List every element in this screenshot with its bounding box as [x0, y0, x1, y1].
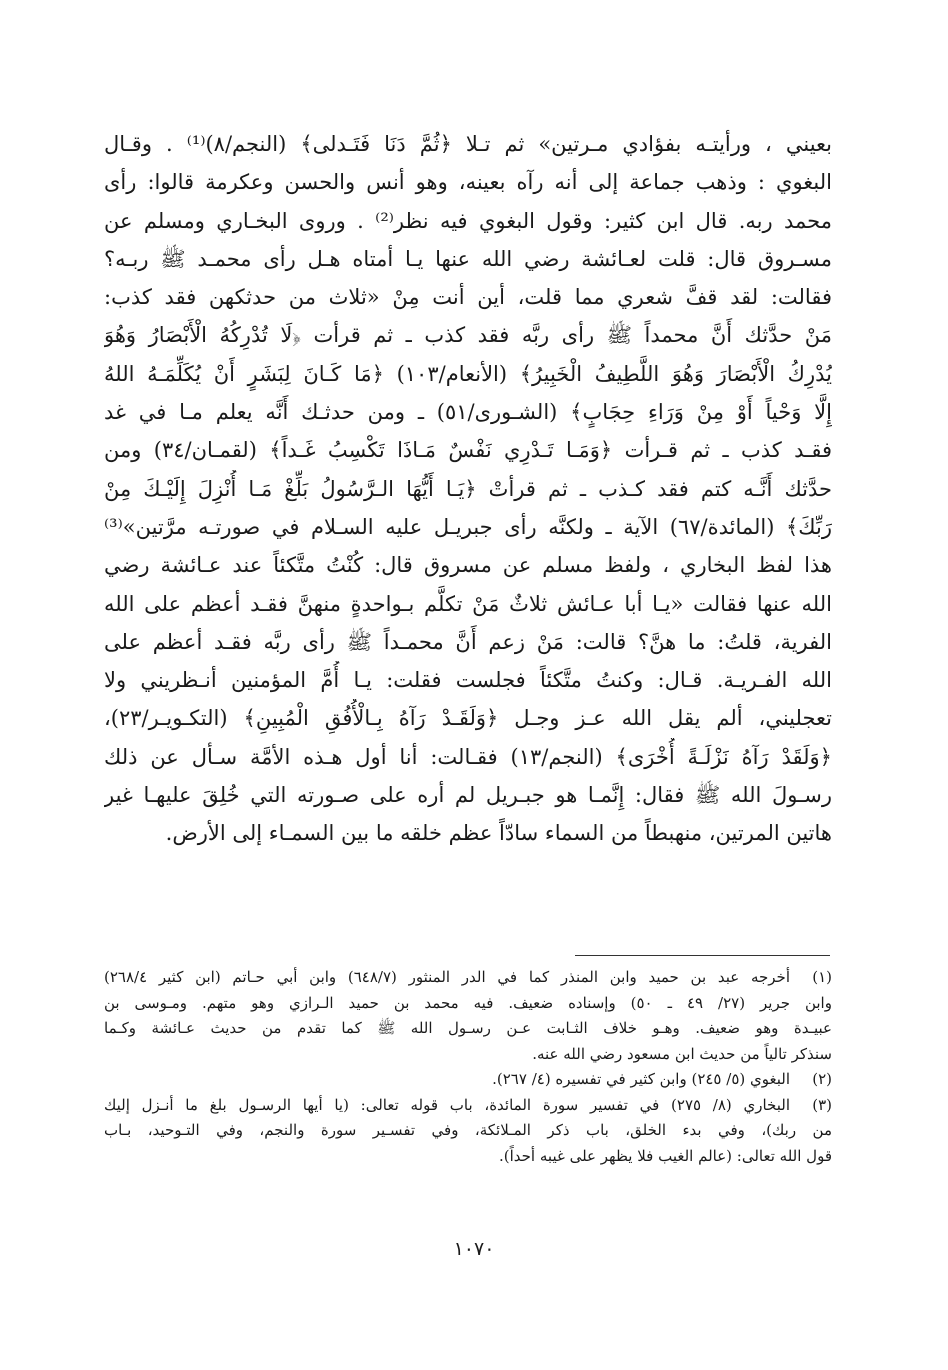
text-line: هذا لفظ البخاري ، ولفظ مسلم عن مسروق قال: كُنْتُ متَّكئاً عند عـائشة رضي [104, 553, 832, 578]
footnote-line: البخاري (٨/ ٢٧٥) في تفسير سورة المائدة، باب قوله تعالى: (يا أيها الرسـول بلغ ما أنـزل إليك [104, 1095, 790, 1114]
footnote-line: أخرجه عبد بن حميد وابن المنذر كما في الدر المنثور (٦٤٨/٧) وابن أبي حـاتم (ابن كثير ٢٦٨/٤) [104, 968, 790, 986]
footnote-body [104, 1067, 790, 1093]
footnote-number: (١) [812, 968, 832, 986]
text-line: رَبِّكَ﴾ (المائدة/٦٧) الآية ـ ولكنَّه رأى جبريـل عليه السـلام في صورتـه مرَّتين»⁽³⁾ [104, 514, 832, 539]
footnote-line: قول الله تعالى: (عالم الغيب فلا يظهر على غيبه أحداً). [499, 1146, 832, 1165]
footnote-line: وابن جرير (٢٧/ ٤٩ ـ ٥٠) وإسناده ضعيف. فيه محمد بن حميد الـرازي وهو متهم. ومـوسى بن [104, 993, 832, 1012]
footnote-3 [104, 1093, 832, 1170]
footnote-number: (٢) [812, 1070, 832, 1088]
text-line: الله عنها فقالت «يـا أبا عـائش ثلاثٌ مَنْ تكلَّم بـواحدةٍ منهنَّ فقـد أعظم على الله [104, 591, 832, 616]
text-line: محمد ربه. قال ابن كثير: وقول البغوي فيه نظر⁽²⁾ . وروى البخـاري ومسلم عن [104, 208, 832, 233]
text-line: ﴿وَلَقَدْ رَآهُ نَزْلَـةً أُخْرَى﴾ (النجم/١٣) فقـالت: أنا أول هـذه الأمَّة سـأل عن ذلك [104, 744, 832, 769]
footnote-body [104, 965, 832, 1067]
text-line: مسـروق قال: قلت لعـائشة رضي الله عنها يـا أمتاه هـل رأى محمـد ﷺ ربـه؟ [104, 246, 832, 271]
text-line: بعيني ، ورأيتـه بفؤادي مـرتين» ثم تـلا ﴿ثُمَّ دَنَا فَتَـدلى﴾ (النجم/٨)⁽¹⁾ . وقـال [104, 132, 832, 156]
footnote-number: (٣) [812, 1095, 832, 1114]
footnote-line: سنذكر تالياً من حديث ابن مسعود رضي الله عنه. [532, 1044, 832, 1063]
text-line: إِلَّا وَحْياً أَوْ مِنْ وَرَاءِ حِجَابٍ﴾ (الشـورى/٥١) ـ ومن حدثـك أَنَّه يعلم مـا في غد [104, 400, 832, 425]
footnote-line: عبيـدة وهو ضعيف. وهـو خلاف الثـابت عـن رسـول الله ﷺ كما تقدم من حديث عـائشة وكـما [104, 1019, 832, 1037]
footnote-divider [575, 955, 830, 956]
text-line: البغوي : وذهب جماعة إلى أنه رآه بعينه، وهو أنس والحسن وعكرمة قالوا: رأى [104, 170, 832, 195]
main-text [104, 125, 832, 853]
text-line: الفرية، قلتُ: ما هنَّ؟ قالت: مَنْ زعم أَنَّ محمـداً ﷺ رأى ربَّه فقـد أعظم على [104, 629, 832, 654]
text-line: فقالت: لقد قفَّ شعري مما قلت، أين أنت مِنْ «ثلاث من حدثكهن فقد كذب: [104, 285, 832, 310]
text-line: حدَّثك أَنَّـه كتم فقد كـذب ـ ثم قرأتْ ﴿يَـا أَيُّهَا الـرَّسُولُ بَلِّغْ مَـا أُنْزِلَ إِلَيْـكَ مِنْ [104, 476, 832, 501]
text-line: هاتين المرتين، منهبطاً من السماء سادّاً عظم خلقه ما بين السمـاء إلى الأرض. [165, 821, 832, 846]
page-number: ١٠٧٠ [453, 1238, 495, 1260]
footnote-line: البغوي (٥/ ٢٤٥) وابن كثير في تفسيره (٤/ ٢٦٧). [492, 1070, 790, 1088]
footnote-1 [104, 965, 832, 1067]
text-line: تعجليني، ألم يقل الله عـز وجـل ﴿وَلَقَـدْ رَآهُ بِـالْأُفُقِ الْمُبِينِ﴾ (التكـويـر/٢٣)، [104, 706, 832, 731]
text-line: الله الفـريـة. قـال: وكنتُ متَّكئاً فجلست فقلت: يـا أُمَّ المؤمنين أنـظريني ولا [104, 668, 832, 693]
footnote-body [104, 1093, 832, 1170]
text-line: يُدْرِكُ الْأَبْصَارَ وَهُوَ اللَّطِيفُ الْخَبِيرُ﴾ (الأنعام/١٠٣) ﴿مَا كَـانَ لِبَشَرٍ أَنْ يُكَلِّمَـهُ اللهُ [104, 361, 832, 386]
text-line: مَنْ حدَّثك أَنَّ محمداً ﷺ رأى ربَّه فقد كذب ـ ثم قرأت ﴿لَا تُدْرِكُهُ الْأَبْصَارُ وَهُوَ [104, 323, 832, 348]
footnote-2 [104, 1067, 832, 1093]
text-line: رسـولَ الله ﷺ فقال: إِنَّمـا هو جبـريل لم أره على صـورته التي خُلِقَ عليهـا غير [104, 783, 832, 808]
footnote-line: من ربك)، وفي بدء الخلق، باب ذكر المـلائكة، وفي تفسـير سورة والنجم، وفي التـوحيد، بـاب [104, 1121, 832, 1139]
footnotes [104, 965, 832, 1169]
text-line: فقـد كذب ـ ثم قـرأت ﴿وَمَـا تَـدْرِي نَفْسٌ مَـاذَا تَكْسِبُ غَـداً﴾ (لقمـان/٣٤) ومن [104, 438, 832, 463]
